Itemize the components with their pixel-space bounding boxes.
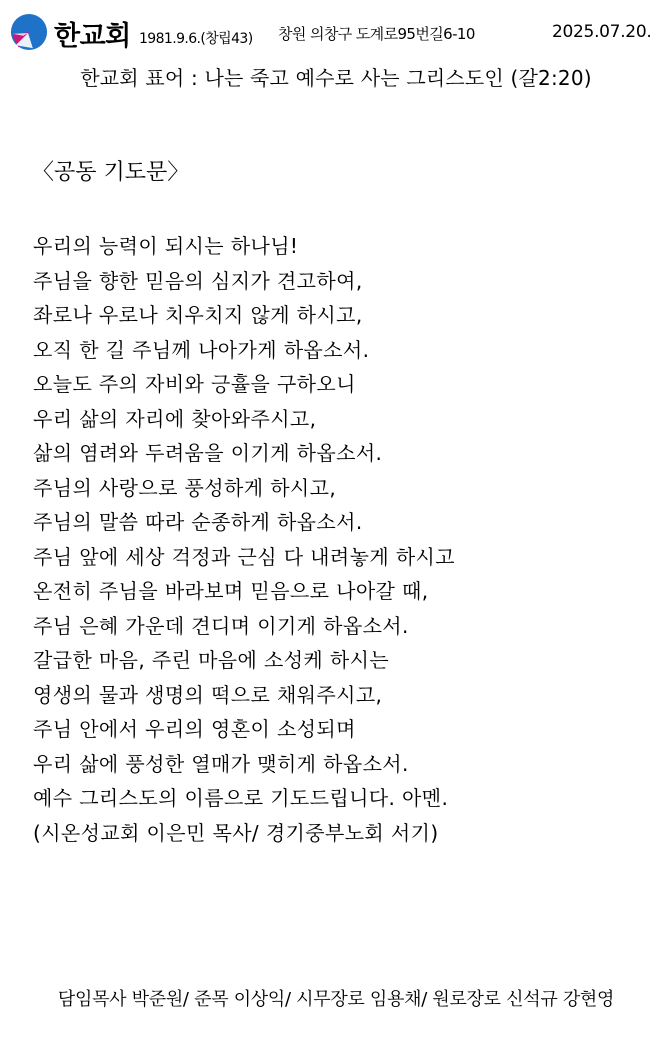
prayer-line: 삶의 염려와 두려움을 이기게 하옵소서. bbox=[33, 441, 383, 465]
prayer-text bbox=[33, 229, 455, 850]
prayer-line: 우리의 능력이 되시는 하나님! bbox=[33, 234, 299, 258]
document-header bbox=[8, 10, 668, 54]
pastoral-staff-footer: 담임목사 박준원/ 준목 이상익/ 시무장로 임용채/ 원로장로 신석규 강현영 bbox=[57, 989, 615, 1010]
prayer-line: 주님을 향한 믿음의 심지가 견고하여, bbox=[33, 268, 363, 293]
prayer-line: 우리 삶의 자리에 찾아와주시고, bbox=[33, 406, 317, 431]
prayer-line: 좌로나 우로나 치우치지 않게 하시고, bbox=[33, 303, 363, 327]
church-motto: 한교회 표어 : 나는 죽고 예수로 사는 그리스도인 (갈2:20) bbox=[80, 66, 592, 90]
prayer-line: 온전히 주님을 바라보며 믿음으로 나아갈 때, bbox=[33, 579, 429, 603]
prayer-line: 주님의 사랑으로 풍성하게 하시고, bbox=[33, 475, 337, 500]
prayer-line: 우리 삶에 풍성한 열매가 맺히게 하옵소서. bbox=[33, 751, 409, 776]
bulletin-date: 2025.07.20. bbox=[552, 22, 652, 42]
founded-date: 1981.9.6.(창립43) bbox=[139, 31, 253, 47]
prayer-line: 주님 앞에 세상 걱정과 근심 다 내려놓게 하시고 bbox=[33, 544, 455, 569]
church-logo-icon bbox=[10, 13, 48, 51]
prayer-line: 오늘도 주의 자비와 긍휼을 구하오니 bbox=[33, 372, 356, 396]
section-title: 〈공동 기도문〉 bbox=[32, 160, 190, 185]
church-address: 창원 의창구 도계로95번길6-10 bbox=[278, 25, 475, 43]
prayer-line: 주님의 말씀 따라 순종하게 하옵소서. bbox=[33, 510, 363, 534]
prayer-line: 주님 안에서 우리의 영혼이 소성되며 bbox=[33, 717, 356, 741]
prayer-line: 오직 한 길 주님께 나아가게 하옵소서. bbox=[33, 337, 370, 362]
org-name: 한교회 bbox=[54, 21, 131, 52]
prayer-line: 주님 은혜 가운데 견디며 이기게 하옵소서. bbox=[33, 613, 409, 638]
prayer-attribution: (시온성교회 이은민 목사/ 경기중부노회 서기) bbox=[33, 820, 439, 845]
prayer-line: 예수 그리스도의 이름으로 기도드립니다. 아멘. bbox=[33, 786, 449, 810]
prayer-line: 갈급한 마음, 주린 마음에 소성케 하시는 bbox=[33, 648, 390, 672]
prayer-line: 영생의 물과 생명의 떡으로 채워주시고, bbox=[33, 682, 383, 707]
